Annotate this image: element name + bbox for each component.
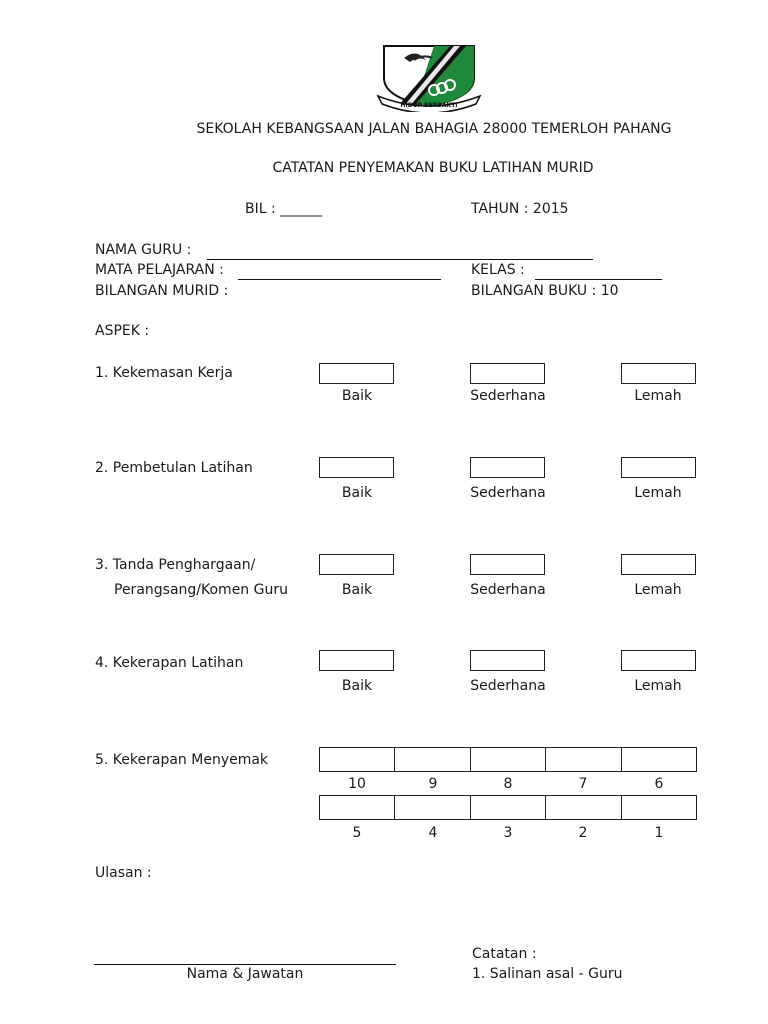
aspect-4-lemah-checkbox[interactable] [621, 650, 696, 671]
mata-pelajaran-label: MATA PELAJARAN : [95, 262, 224, 278]
aspect-4-sederhana-checkbox[interactable] [470, 650, 545, 671]
svg-text:HIDUP BERBAKTI: HIDUP BERBAKTI [400, 102, 458, 109]
frequency-number: 8 [503, 776, 513, 792]
aspect-3-baik-checkbox[interactable] [319, 554, 394, 575]
frequency-cell-10[interactable] [320, 748, 395, 771]
nama-guru-label: NAMA GURU : [95, 242, 192, 258]
aspect-3-sederhana-label: Sederhana [470, 582, 546, 598]
form-title: CATATAN PENYEMAKAN BUKU LATIHAN MURID [272, 160, 594, 176]
bilangan-murid-label: BILANGAN MURID : [95, 283, 229, 299]
aspect-2-lemah-checkbox[interactable] [621, 457, 696, 478]
frequency-grid-row-2 [319, 795, 697, 820]
frequency-number: 4 [428, 825, 438, 841]
aspect-4-baik-label: Baik [341, 678, 373, 694]
frequency-number: 10 [348, 776, 366, 792]
aspect-4-sederhana-label: Sederhana [470, 678, 546, 694]
aspect-1-label: 1. Kekemasan Kerja [95, 365, 233, 381]
frequency-cell-5[interactable] [320, 796, 395, 819]
aspect-1-sederhana-label: Sederhana [470, 388, 546, 404]
frequency-number: 3 [503, 825, 513, 841]
aspect-2-lemah-label: Lemah [634, 485, 682, 501]
signature-line [94, 964, 396, 965]
tahun-field: TAHUN : 2015 [471, 201, 569, 217]
aspect-3-label-line2: Perangsang/Komen Guru [114, 582, 288, 598]
frequency-grid-row-1 [319, 747, 697, 772]
frequency-cell-8[interactable] [471, 748, 546, 771]
frequency-number: 7 [578, 776, 588, 792]
catatan-item-1: 1. Salinan asal - Guru [472, 966, 623, 982]
aspect-3-lemah-checkbox[interactable] [621, 554, 696, 575]
aspect-3-sederhana-checkbox[interactable] [470, 554, 545, 575]
aspect-2-sederhana-label: Sederhana [470, 485, 546, 501]
frequency-cell-3[interactable] [471, 796, 546, 819]
aspect-3-lemah-label: Lemah [634, 582, 682, 598]
aspect-3-baik-label: Baik [341, 582, 373, 598]
frequency-cell-6[interactable] [622, 748, 696, 771]
frequency-label: 5. Kekerapan Menyemak [95, 752, 269, 768]
frequency-number: 6 [654, 776, 664, 792]
frequency-number: 1 [654, 825, 664, 841]
frequency-cell-1[interactable] [622, 796, 696, 819]
aspect-1-lemah-checkbox[interactable] [621, 363, 696, 384]
aspect-2-label: 2. Pembetulan Latihan [95, 460, 253, 476]
aspect-3-label: 3. Tanda Penghargaan/ [95, 557, 256, 573]
bil-field: BIL : ______ [245, 201, 323, 217]
frequency-cell-4[interactable] [395, 796, 470, 819]
aspect-4-label: 4. Kekerapan Latihan [95, 655, 244, 671]
ulasan-label: Ulasan : [95, 865, 152, 881]
mata-pelajaran-line [238, 279, 441, 280]
aspect-2-sederhana-checkbox[interactable] [470, 457, 545, 478]
aspect-2-baik-checkbox[interactable] [319, 457, 394, 478]
frequency-cell-9[interactable] [395, 748, 470, 771]
catatan-title: Catatan : [472, 946, 537, 962]
nama-guru-line [207, 259, 593, 260]
aspect-2-baik-label: Baik [341, 485, 373, 501]
school-crest-logo [374, 40, 484, 112]
aspek-heading: ASPEK : [95, 323, 150, 339]
kelas-line [535, 279, 662, 280]
signature-label: Nama & Jawatan [186, 966, 304, 982]
aspect-1-baik-checkbox[interactable] [319, 363, 394, 384]
bilangan-buku: BILANGAN BUKU : 10 [471, 283, 619, 299]
frequency-cell-7[interactable] [546, 748, 621, 771]
aspect-1-lemah-label: Lemah [634, 388, 682, 404]
aspect-4-lemah-label: Lemah [634, 678, 682, 694]
kelas-label: KELAS : [471, 262, 525, 278]
frequency-cell-2[interactable] [546, 796, 621, 819]
frequency-number: 5 [352, 825, 362, 841]
aspect-1-baik-label: Baik [341, 388, 373, 404]
frequency-number: 9 [428, 776, 438, 792]
frequency-number: 2 [578, 825, 588, 841]
aspect-1-sederhana-checkbox[interactable] [470, 363, 545, 384]
school-name: SEKOLAH KEBANGSAAN JALAN BAHAGIA 28000 TEMERLOH PAHANG [196, 121, 672, 137]
aspect-4-baik-checkbox[interactable] [319, 650, 394, 671]
